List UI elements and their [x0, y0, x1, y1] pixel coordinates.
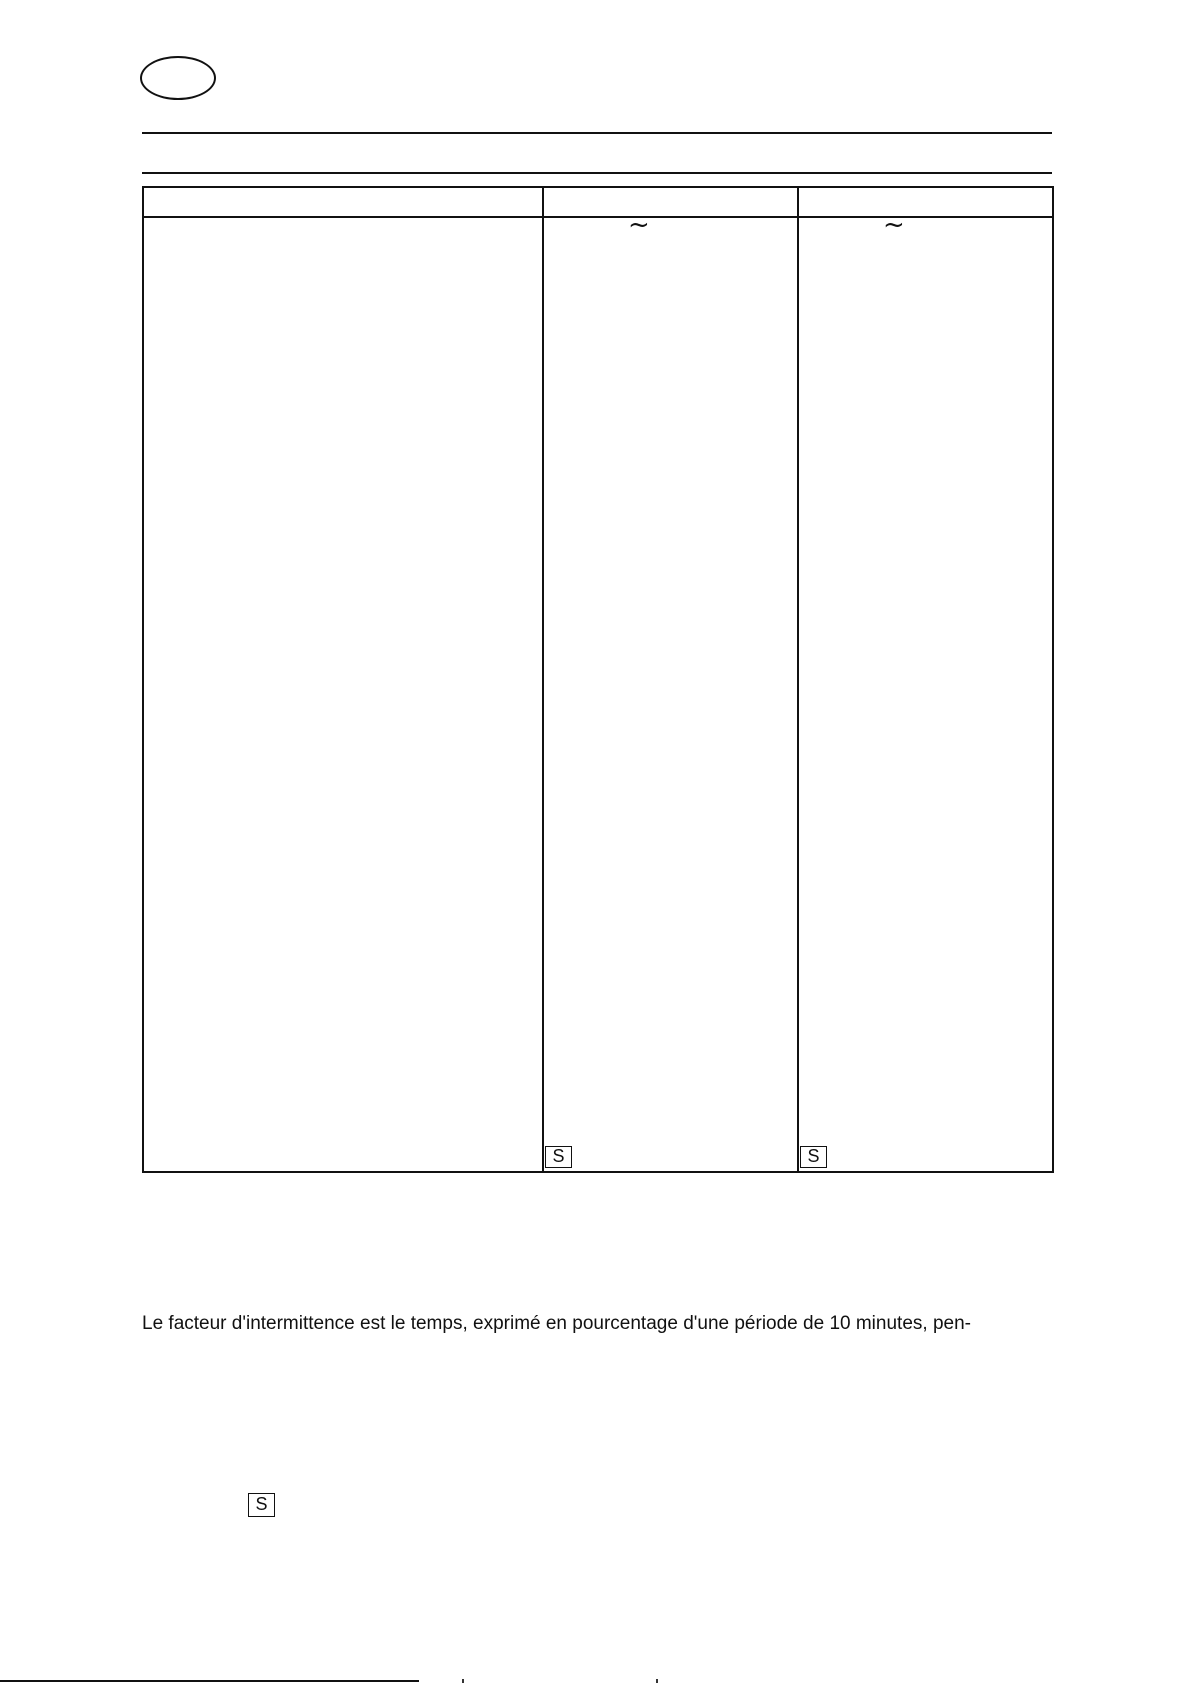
header-rule-top — [142, 132, 1052, 134]
ac-symbol-column-2: ~ — [628, 210, 650, 240]
s-mark-column-3: S — [800, 1146, 827, 1168]
footnote-rule — [0, 1680, 419, 1682]
body-paragraph: Le facteur d'intermittence est le temps, exprimé en pourcentage d'une période de 10 minutes, pen- — [142, 1313, 971, 1334]
header-rule-bottom — [142, 172, 1052, 174]
language-code-oval — [140, 56, 216, 100]
cropped-mark — [462, 1679, 464, 1683]
s-mark-column-2: S — [545, 1146, 572, 1168]
cropped-mark — [656, 1679, 658, 1683]
specification-table — [142, 186, 1054, 1173]
s-mark-footnote: S — [248, 1493, 275, 1517]
ac-symbol-column-3: ~ — [883, 210, 905, 240]
table-column-divider-2 — [797, 188, 799, 1171]
table-header-divider — [144, 216, 1052, 218]
table-column-divider-1 — [542, 188, 544, 1171]
